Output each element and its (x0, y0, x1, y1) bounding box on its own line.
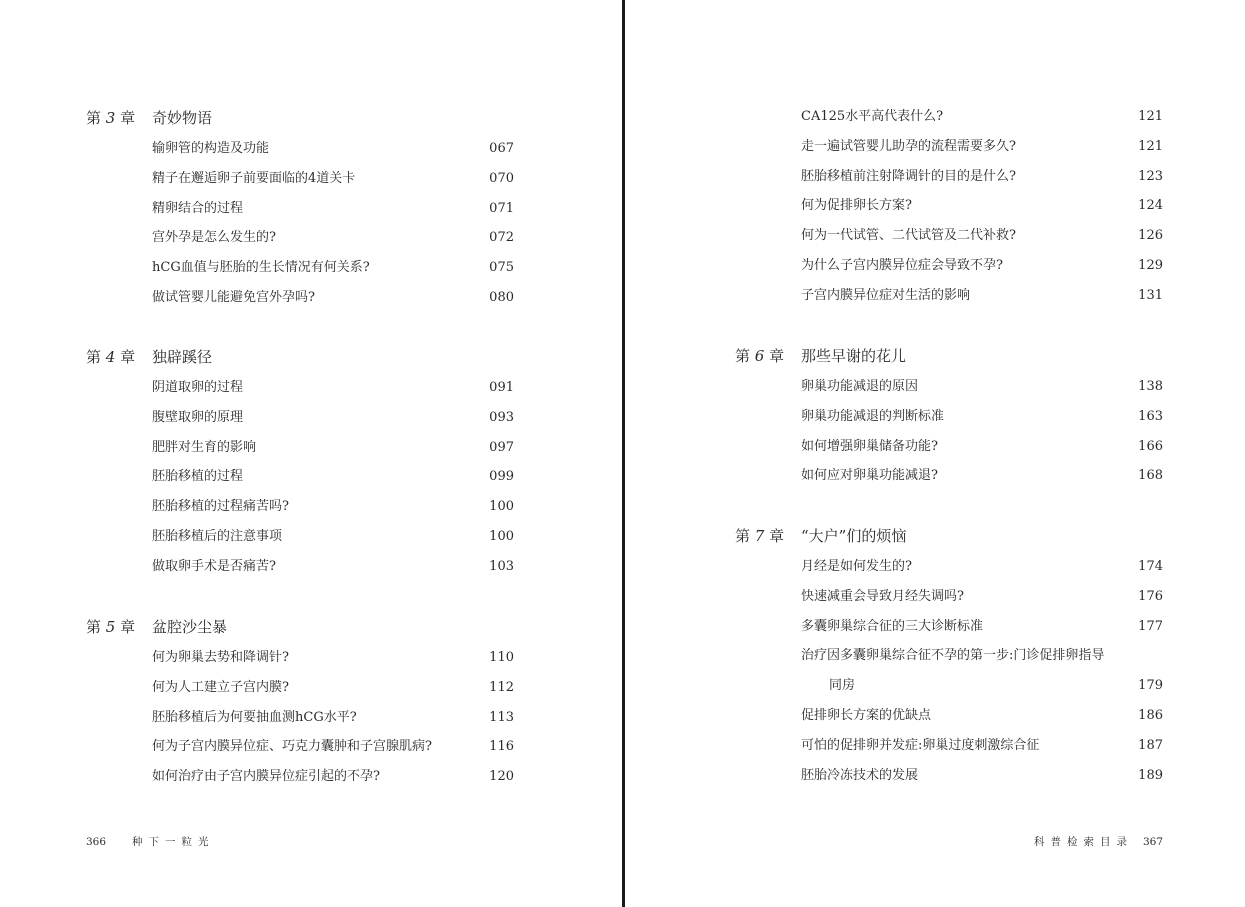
toc-entry-page-number: 112 (489, 679, 514, 695)
toc-entry[interactable] (152, 497, 514, 517)
toc-entry[interactable] (801, 107, 1163, 127)
toc-entry[interactable] (801, 196, 1163, 216)
chapter-heading[interactable] (735, 525, 906, 546)
toc-entry[interactable] (152, 767, 514, 787)
toc-entry[interactable] (801, 437, 1163, 457)
chapter-prefix: 第 (86, 348, 102, 366)
toc-entry-title: 做试管婴儿能避免宫外孕吗? (152, 290, 315, 305)
toc-entry[interactable] (152, 467, 514, 487)
toc-entry-title: 胚胎冷冻技术的发展 (801, 767, 919, 783)
chapter-heading[interactable] (86, 616, 227, 637)
toc-entry-title: 为什么子宫内膜异位症会导致不孕? (801, 258, 1003, 273)
toc-entry-page-number: 138 (1138, 379, 1163, 394)
toc-entry[interactable] (152, 288, 514, 308)
toc-entry[interactable] (801, 286, 1163, 306)
toc-entry-page-number: 099 (489, 469, 514, 485)
toc-entry-title: 腹壁取卵的原理 (152, 409, 244, 425)
toc-entry[interactable] (801, 587, 1163, 607)
toc-entry[interactable] (152, 648, 514, 668)
right-footer (1034, 834, 1163, 849)
chapter-number-label (86, 616, 152, 637)
toc-entry-page-number: 174 (1138, 559, 1163, 574)
toc-entry-title: 可怕的促排卵并发症:卵巢过度刺激综合征 (801, 737, 1040, 753)
chapter-number: 4 (105, 348, 116, 366)
footer-book-title: 种下一粒光 (132, 836, 215, 848)
toc-entry-page-number: 177 (1138, 618, 1163, 634)
toc-entry-title: 阴道取卵的过程 (152, 380, 244, 395)
toc-entry-page-number: 093 (489, 409, 514, 425)
toc-entry-title: 快速减重会导致月经失调吗? (801, 588, 964, 604)
toc-entry-title: 如何治疗由子宫内膜异位症引起的不孕? (152, 769, 380, 785)
chapter-prefix: 第 (86, 618, 102, 636)
toc-entry-page-number: 071 (489, 200, 514, 216)
toc-entry[interactable] (152, 408, 514, 428)
toc-entry[interactable] (801, 226, 1163, 246)
chapter-title: 奇妙物语 (152, 109, 213, 127)
chapter-title: “大户”们的烦恼 (801, 527, 907, 545)
toc-entry-title: 输卵管的构造及功能 (152, 141, 270, 156)
toc-entry-page-number: 179 (1138, 678, 1163, 694)
toc-entry-title: 胚胎移植的过程痛苦吗? (152, 499, 289, 515)
chapter-number: 6 (754, 347, 765, 365)
toc-entry-page-number: 103 (489, 558, 514, 574)
left-footer (86, 834, 215, 849)
toc-entry-title: 如何增强卵巢储备功能? (801, 438, 938, 454)
toc-entry-page-number: 121 (1138, 109, 1163, 124)
chapter-prefix: 第 (735, 527, 751, 545)
right-page (626, 0, 1245, 907)
toc-entry-page-number: 129 (1138, 258, 1163, 273)
chapter-number-label (735, 525, 801, 546)
toc-entry-page-number: 113 (489, 709, 514, 725)
toc-entry-page-number: 124 (1138, 198, 1163, 214)
toc-entry-title: 卵巢功能减退的原因 (801, 379, 919, 394)
chapter-number-label (735, 345, 801, 366)
toc-entry-page-number: 120 (489, 769, 514, 785)
toc-entry-page-number: 091 (489, 380, 514, 395)
toc-entry[interactable] (152, 678, 514, 698)
toc-entry-page-number: 176 (1138, 588, 1163, 604)
toc-entry[interactable] (801, 646, 1163, 666)
toc-entry-title: 胚胎移植前注射降调针的目的是什么? (801, 168, 1016, 184)
toc-entry-page-number: 121 (1138, 138, 1163, 154)
toc-entry-title: 精子在邂逅卵子前要面临的4道关卡 (152, 170, 356, 186)
toc-entry-title: hCG血值与胚胎的生长情况有何关系? (152, 260, 370, 276)
toc-entry-page-number: 126 (1138, 228, 1163, 244)
toc-entry-page-number: 168 (1138, 468, 1163, 484)
toc-entry[interactable] (152, 169, 514, 189)
toc-entry-title: 多囊卵巢综合征的三大诊断标准 (801, 618, 984, 634)
toc-entry-title: 胚胎移植后为何要抽血测hCG水平? (152, 709, 357, 725)
toc-entry-title: 做取卵手术是否痛苦? (152, 558, 276, 574)
toc-entry[interactable] (152, 708, 514, 728)
toc-entry-title: 何为一代试管、二代试管及二代补救? (801, 228, 1016, 244)
toc-entry[interactable] (152, 737, 514, 757)
chapter-number-label (86, 107, 152, 128)
chapter-prefix: 第 (86, 109, 102, 127)
toc-entry[interactable] (801, 466, 1163, 486)
footer-section-title: 科普检索目录 (1033, 836, 1133, 848)
toc-entry[interactable] (152, 378, 514, 398)
toc-entry[interactable] (801, 407, 1163, 427)
chapter-suffix: 章 (120, 348, 136, 366)
toc-entry-title: 何为人工建立子宫内膜? (152, 679, 289, 695)
toc-entry-page-number: 097 (489, 439, 514, 455)
footer-page-number: 366 (86, 836, 107, 848)
toc-entry[interactable] (801, 377, 1163, 397)
toc-entry-page-number: 067 (489, 141, 514, 156)
toc-entry-title: 促排卵长方案的优缺点 (801, 708, 932, 723)
toc-entry[interactable] (152, 527, 514, 547)
toc-entry[interactable] (801, 137, 1163, 157)
chapter-number: 7 (754, 527, 765, 545)
toc-entry-title: 何为卵巢去势和降调针? (152, 650, 289, 665)
toc-entry-title: 子宫内膜异位症对生活的影响 (801, 287, 971, 303)
toc-entry-page-number: 189 (1138, 767, 1163, 783)
toc-entry-page-number: 080 (489, 290, 514, 305)
toc-entry[interactable] (152, 139, 514, 159)
toc-entry-title: CA125水平高代表什么? (801, 109, 944, 124)
toc-entry-title: 卵巢功能减退的判断标准 (801, 408, 945, 424)
toc-entry[interactable] (801, 736, 1163, 756)
toc-entry-title: 胚胎移植后的注意事项 (152, 529, 283, 544)
toc-entry-page-number: 131 (1138, 287, 1163, 303)
toc-entry-page-number: 186 (1138, 708, 1163, 723)
toc-entry-page-number: 072 (489, 230, 514, 246)
chapter-prefix: 第 (735, 347, 751, 365)
toc-entry[interactable] (801, 256, 1163, 276)
toc-entry-title: 走一遍试管婴儿助孕的流程需要多久? (801, 138, 1016, 154)
chapter-number: 3 (105, 109, 116, 127)
footer-page-number: 367 (1142, 836, 1163, 848)
toc-entry-title: 如何应对卵巢功能减退? (801, 468, 938, 484)
toc-entry-page-number: 070 (489, 170, 514, 186)
toc-entry[interactable] (801, 706, 1163, 726)
toc-entry-title: 胚胎移植的过程 (152, 469, 244, 485)
chapter-title: 独辟蹊径 (152, 348, 213, 366)
toc-entry-title: 月经是如何发生的? (801, 559, 912, 574)
chapter-suffix: 章 (120, 109, 136, 127)
toc-entry[interactable] (152, 258, 514, 278)
left-page (0, 0, 622, 907)
toc-entry[interactable] (801, 766, 1163, 786)
toc-entry-page-number: 187 (1138, 737, 1163, 753)
toc-entry-page-number: 100 (489, 529, 514, 544)
chapter-suffix: 章 (120, 618, 136, 636)
toc-entry-title: 精卵结合的过程 (152, 200, 244, 216)
toc-entry-title: 宫外孕是怎么发生的? (152, 230, 276, 246)
chapter-number-label (86, 346, 152, 367)
toc-entry-title: 肥胖对生育的影响 (152, 439, 257, 455)
toc-entry[interactable] (152, 228, 514, 248)
toc-entry-page-number: 166 (1138, 438, 1163, 454)
toc-entry-page-number: 116 (489, 739, 514, 755)
toc-entry[interactable] (152, 557, 514, 577)
chapter-suffix: 章 (769, 347, 785, 365)
toc-entry-page-number: 110 (489, 650, 514, 665)
chapter-title: 盆腔沙尘暴 (152, 618, 228, 636)
chapter-number: 5 (105, 618, 116, 636)
toc-entry-page-number: 075 (489, 260, 514, 276)
chapter-heading[interactable] (86, 346, 212, 367)
chapter-heading[interactable] (86, 107, 212, 128)
toc-entry-page-number: 123 (1138, 168, 1163, 184)
toc-entry[interactable] (801, 167, 1163, 187)
chapter-heading[interactable] (735, 345, 906, 366)
toc-entry[interactable] (801, 617, 1163, 637)
book-spine (622, 0, 625, 907)
toc-entry-title: 治疗因多囊卵巢综合征不孕的第一步:门诊促排卵指导 (801, 648, 1105, 664)
toc-entry-title: 何为促排卵长方案? (801, 198, 912, 214)
toc-entry-title: 何为子宫内膜异位症、巧克力囊肿和子宫腺肌病? (152, 739, 432, 755)
toc-entry[interactable] (829, 676, 1163, 696)
toc-entry-title: 同房 (829, 678, 856, 694)
chapter-title: 那些早谢的花儿 (801, 347, 907, 365)
chapter-suffix: 章 (769, 527, 785, 545)
toc-entry-page-number: 100 (489, 499, 514, 515)
toc-entry[interactable] (152, 438, 514, 458)
toc-entry-page-number: 163 (1138, 408, 1163, 424)
toc-entry[interactable] (801, 557, 1163, 577)
toc-entry[interactable] (152, 199, 514, 219)
